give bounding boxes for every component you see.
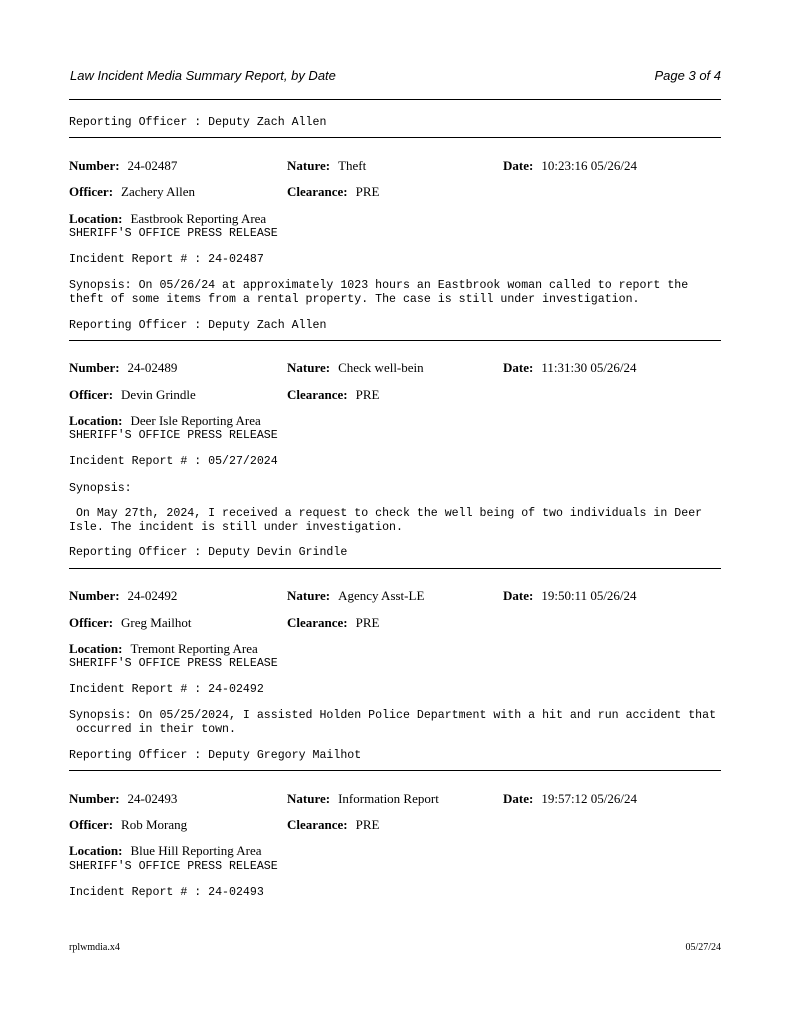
incident-report-number: Incident Report # : 05/27/2024: [69, 455, 278, 468]
incident-date: Date: 19:57:12 05/26/24: [503, 791, 638, 806]
incident-number: Number: 24-02493: [69, 791, 178, 806]
divider: [69, 99, 721, 100]
press-release-heading: SHERIFF'S OFFICE PRESS RELEASE: [69, 860, 278, 873]
synopsis-line: theft of some items from a rental property. The case is still under investigation.: [69, 293, 640, 306]
divider: [69, 137, 721, 138]
synopsis-heading: Synopsis:: [69, 482, 132, 495]
synopsis-line: occurred in their town.: [69, 723, 236, 736]
divider: [69, 770, 721, 771]
incident-officer: Officer: Rob Morang: [69, 817, 188, 832]
synopsis-line: Isle. The incident is still under investigation.: [69, 521, 403, 534]
reporting-officer: Reporting Officer : Deputy Devin Grindle: [69, 546, 348, 559]
divider: [69, 568, 721, 569]
incident-nature: Nature: Information Report: [287, 791, 439, 806]
incident-clearance: Clearance: PRE: [287, 387, 380, 402]
incident-date: Date: 10:23:16 05/26/24: [503, 158, 638, 173]
incident-clearance: Clearance: PRE: [287, 817, 380, 832]
incident-clearance: Clearance: PRE: [287, 615, 380, 630]
incident-location: Location: Eastbrook Reporting Area: [69, 211, 267, 226]
synopsis-line: Synopsis: On 05/26/24 at approximately 1023 hours an Eastbrook woman called to report the: [69, 279, 689, 292]
incident-officer: Officer: Devin Grindle: [69, 387, 196, 402]
synopsis-line: On May 27th, 2024, I received a request to check the well being of two individuals in Deer: [69, 507, 703, 520]
press-release-heading: SHERIFF'S OFFICE PRESS RELEASE: [69, 429, 278, 442]
incident-nature: Nature: Theft: [287, 158, 367, 173]
incident-location: Location: Deer Isle Reporting Area: [69, 413, 261, 428]
report-title: Law Incident Media Summary Report, by Date: [70, 68, 336, 83]
print-date: 05/27/24: [685, 942, 721, 953]
incident-location: Location: Tremont Reporting Area: [69, 641, 258, 656]
incident-clearance: Clearance: PRE: [287, 184, 380, 199]
page-number: Page 3 of 4: [654, 68, 721, 83]
incident-nature: Nature: Agency Asst-LE: [287, 588, 425, 603]
reporting-officer: Reporting Officer : Deputy Gregory Mailhot: [69, 749, 362, 762]
incident-nature: Nature: Check well-bein: [287, 360, 424, 375]
incident-location: Location: Blue Hill Reporting Area: [69, 843, 262, 858]
press-release-heading: SHERIFF'S OFFICE PRESS RELEASE: [69, 657, 278, 670]
divider: [69, 340, 721, 341]
reporting-officer: Reporting Officer : Deputy Zach Allen: [69, 319, 327, 332]
incident-report-number: Incident Report # : 24-02492: [69, 683, 264, 696]
synopsis-line: Synopsis: On 05/25/2024, I assisted Holden Police Department with a hit and run accident that: [69, 709, 717, 722]
incident-report-number: Incident Report # : 24-02487: [69, 253, 264, 266]
incident-report-number: Incident Report # : 24-02493: [69, 886, 264, 899]
incident-date: Date: 19:50:11 05/26/24: [503, 588, 637, 603]
incident-officer: Officer: Zachery Allen: [69, 184, 196, 199]
incident-officer: Officer: Greg Mailhot: [69, 615, 192, 630]
incident-number: Number: 24-02489: [69, 360, 178, 375]
incident-number: Number: 24-02487: [69, 158, 178, 173]
reporting-officer: Reporting Officer : Deputy Zach Allen: [69, 116, 327, 129]
press-release-heading: SHERIFF'S OFFICE PRESS RELEASE: [69, 227, 278, 240]
incident-date: Date: 11:31:30 05/26/24: [503, 360, 637, 375]
incident-number: Number: 24-02492: [69, 588, 178, 603]
report-code: rplwmdia.x4: [69, 942, 120, 953]
